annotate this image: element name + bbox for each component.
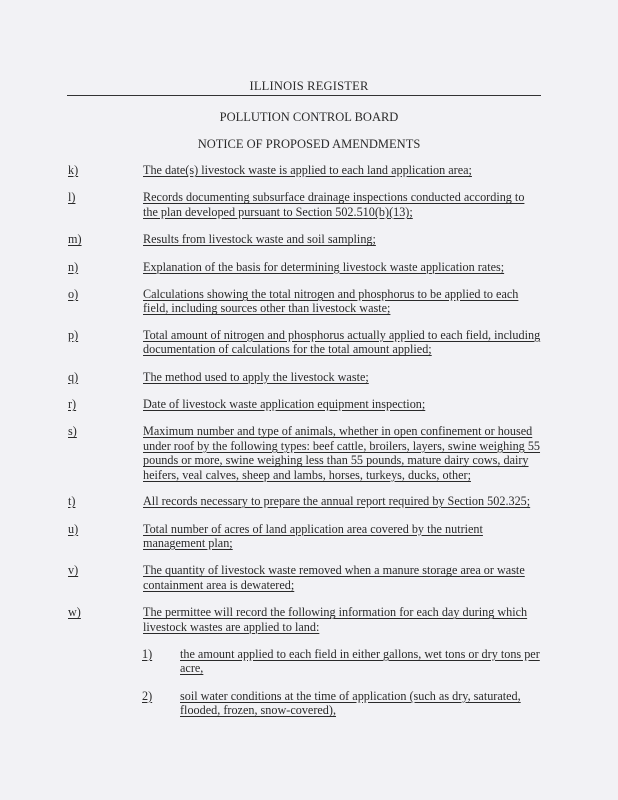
item-label: p) bbox=[68, 327, 79, 342]
item-text: Records documenting subsurface drainage inspections conducted according to the plan developed pursuant to Section 502.510(b)(13); bbox=[143, 190, 525, 219]
list-item bbox=[0, 522, 618, 551]
item-text: The quantity of livestock waste removed when a manure storage area or waste containment area is dewatered; bbox=[143, 563, 525, 592]
list-item bbox=[0, 190, 618, 219]
board-name: POLLUTION CONTROL BOARD bbox=[219, 110, 399, 124]
list-item bbox=[0, 287, 618, 316]
register-title: ILLINOIS REGISTER bbox=[249, 79, 369, 93]
item-label: s) bbox=[68, 424, 77, 439]
item-label: v) bbox=[68, 563, 79, 578]
amendment-items-list bbox=[0, 163, 618, 718]
list-item bbox=[0, 370, 618, 384]
list-item bbox=[0, 494, 618, 508]
item-text: All records necessary to prepare the annual report required by Section 502.325; bbox=[143, 494, 531, 509]
item-label: o) bbox=[68, 287, 79, 302]
item-text: The method used to apply the livestock waste; bbox=[143, 369, 369, 384]
sub-item-text: soil water conditions at the time of application (such as dry, saturated, flooded, frozen, snow-covered), bbox=[180, 688, 521, 718]
list-item bbox=[0, 605, 618, 634]
list-item bbox=[0, 424, 618, 482]
sub-item-label: 1) bbox=[142, 646, 153, 661]
list-item bbox=[0, 397, 618, 411]
item-label: m) bbox=[68, 232, 82, 247]
sub-item-text: the amount applied to each field in either gallons, wet tons or dry tons per acre, bbox=[180, 646, 540, 676]
item-text: Calculations showing the total nitrogen and phosphorus to be applied to each field, including sources other than livestock waste; bbox=[143, 287, 519, 316]
item-text: The permittee will record the following information for each day during which livestock wastes are applied to land: bbox=[143, 605, 528, 634]
list-item bbox=[0, 260, 618, 274]
list-item bbox=[0, 232, 618, 246]
item-label: t) bbox=[68, 494, 76, 509]
item-text: Date of livestock waste application equipment inspection; bbox=[143, 397, 426, 412]
list-item bbox=[0, 163, 618, 177]
sub-list-item bbox=[0, 647, 618, 676]
item-text: The date(s) livestock waste is applied to each land application area; bbox=[143, 163, 472, 177]
item-label: k) bbox=[68, 163, 79, 177]
list-item bbox=[0, 563, 618, 592]
item-label: q) bbox=[68, 369, 79, 384]
item-text: Explanation of the basis for determining livestock waste application rates; bbox=[143, 259, 505, 274]
item-text: Total number of acres of land application area covered by the nutrient management plan; bbox=[143, 521, 483, 550]
item-label: n) bbox=[68, 259, 79, 274]
item-text: Total amount of nitrogen and phosphorus actually applied to each field, including documentation of calculations for the total amount applied; bbox=[143, 327, 541, 357]
header-divider bbox=[67, 95, 541, 96]
item-label: u) bbox=[68, 521, 79, 536]
item-text: Results from livestock waste and soil sampling; bbox=[143, 232, 376, 247]
sub-item-label: 2) bbox=[142, 688, 153, 703]
sub-list-item bbox=[0, 689, 618, 718]
item-text: Maximum number and type of animals, whether in open confinement or housed under roof by the following types: beef cattle, broilers, layers, swine weighing 55 pounds or more, swine weighing less than 55 pounds, mature dairy cows, dairy heifers, veal calves, sheep and lambs, horses, turkeys, ducks, other; bbox=[143, 424, 541, 482]
item-label: r) bbox=[68, 397, 77, 412]
item-label: l) bbox=[68, 190, 76, 205]
list-item bbox=[0, 328, 618, 357]
notice-title: NOTICE OF PROPOSED AMENDMENTS bbox=[197, 137, 421, 151]
item-label: w) bbox=[68, 605, 81, 620]
